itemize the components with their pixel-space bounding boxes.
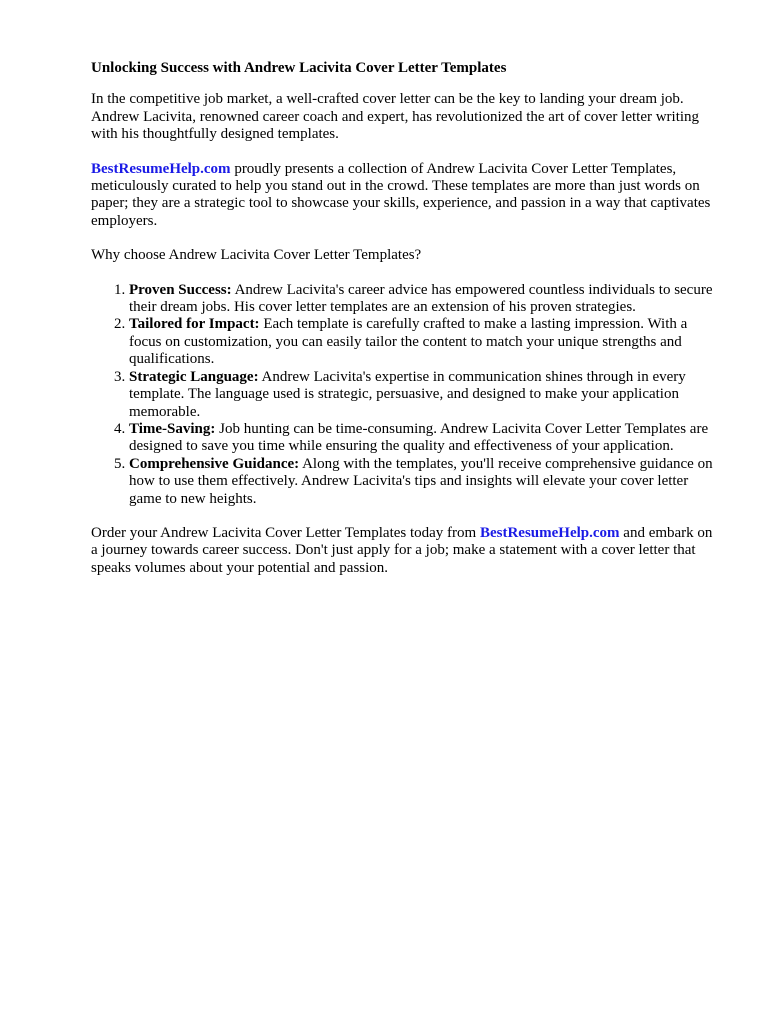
bestresumehelp-link-closing[interactable]: BestResumeHelp.com	[479, 524, 620, 541]
list-item-text: Andrew Lacivita's career advice has empowered countless individuals to secure their dream jobs. His cover letter templates are an extension of his proven strategies.	[129, 281, 713, 316]
list-item-heading: Strategic Language:	[129, 368, 259, 385]
list-item-heading: Time-Saving:	[129, 420, 216, 437]
list-item	[129, 282, 721, 317]
list-item-text: Job hunting can be time-consuming. Andrew Lacivita Cover Letter Templates are designed to save you time while ensuring the quality and effectiveness of your application.	[129, 420, 709, 455]
closing-text-start: Order your Andrew Lacivita Cover Letter Templates today from	[91, 524, 480, 541]
list-item-heading: Tailored for Impact:	[129, 316, 260, 333]
question-paragraph: Why choose Andrew Lacivita Cover Letter Templates?	[91, 247, 422, 264]
list-item	[129, 456, 721, 508]
closing-paragraph	[91, 525, 721, 577]
intro-paragraph: In the competitive job market, a well-crafted cover letter can be the key to landing your dream job. Andrew Lacivita, renowned career coach and expert, has revolutionized the art of cover letter writing with his thoughtfully designed templates.	[91, 91, 700, 143]
list-item-heading: Comprehensive Guidance:	[129, 455, 300, 472]
list-item-text: Andrew Lacivita's expertise in communication shines through in every template. The language used is strategic, persuasive, and designed to make your application memorable.	[129, 368, 686, 420]
list-item	[129, 316, 721, 368]
list-item-text: Each template is carefully crafted to make a lasting impression. With a focus on customization, you can easily tailor the content to match your unique strengths and qualifications.	[129, 316, 688, 368]
presentation-paragraph	[91, 161, 721, 231]
bestresumehelp-link[interactable]: BestResumeHelp.com	[91, 160, 231, 177]
list-item	[129, 421, 721, 456]
document-title: Unlocking Success with Andrew Lacivita Cover Letter Templates	[91, 60, 507, 76]
presentation-text: proudly presents a collection of Andrew Lacivita Cover Letter Templates, meticulously curated to help you stand out in the crowd. These templates are more than just words on paper; they are a strategic tool to showcase your skills, experience, and passion in a way that captivates employers.	[91, 160, 711, 229]
closing-text-end: and embark on a journey towards career success. Don't just apply for a job; make a statement with a cover letter that speaks volumes about your potential and passion.	[91, 524, 713, 576]
reasons-list	[91, 282, 721, 508]
list-item-text: Along with the templates, you'll receive comprehensive guidance on how to use them effectively. Andrew Lacivita's tips and insights will elevate your cover letter game to new heights.	[129, 455, 713, 507]
list-item-heading: Proven Success:	[129, 281, 232, 298]
document-page	[91, 60, 721, 594]
list-item	[129, 369, 721, 421]
